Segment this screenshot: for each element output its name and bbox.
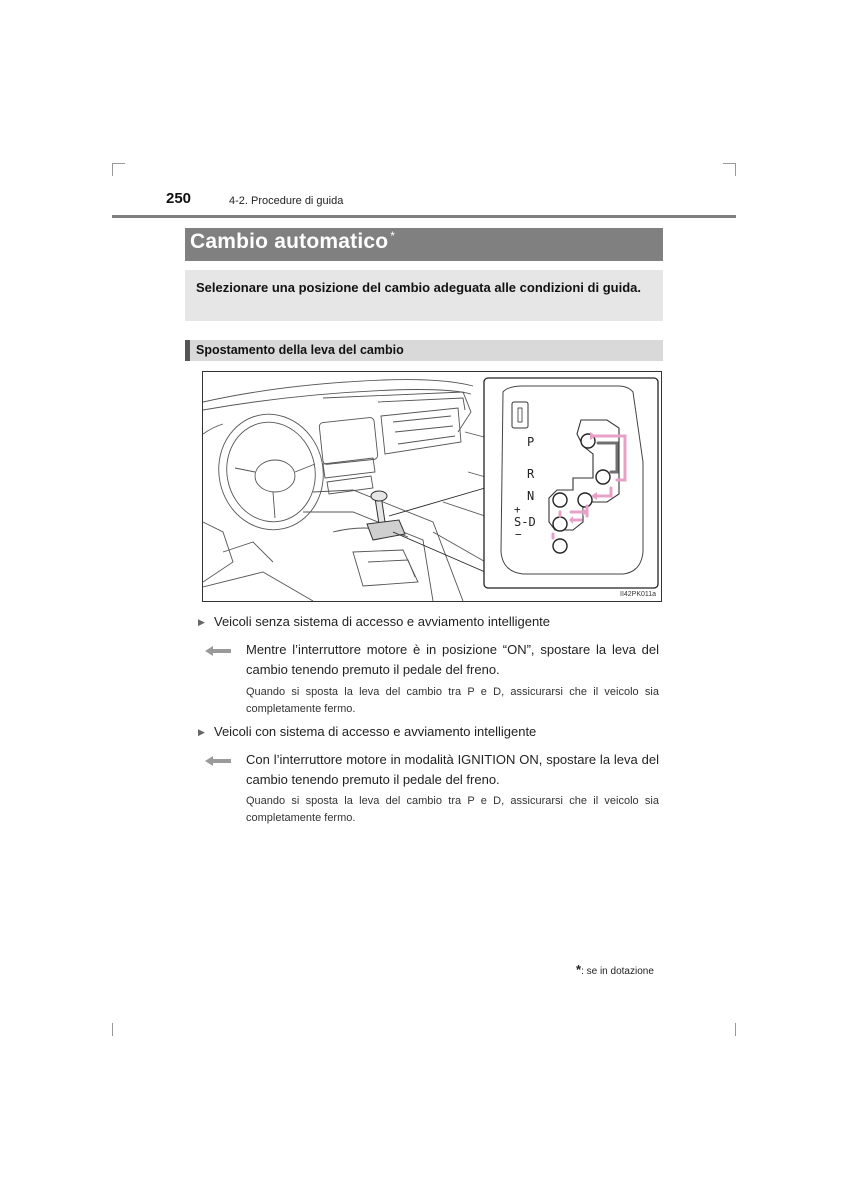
gate-label-p: P	[527, 435, 535, 449]
left-arrow-icon	[205, 645, 231, 657]
footnote-asterisk: *	[576, 962, 582, 977]
intro-text: Selezionare una posizione del cambio adeguata alle condizioni di guida.	[196, 280, 641, 295]
crop-mark-bottom-right-v	[735, 1023, 736, 1036]
gate-label-sd: S-D	[514, 515, 536, 529]
left-arrow-icon	[205, 755, 231, 767]
subsection-title: Spostamento della leva del cambio	[196, 343, 404, 357]
crop-mark-bottom-left-v	[112, 1023, 113, 1036]
gate-label-plus: +	[514, 503, 521, 516]
cup-holder	[353, 550, 418, 586]
crop-mark-top-left-h	[112, 163, 125, 164]
gate-label-n: N	[527, 489, 535, 503]
title-asterisk: *	[390, 229, 396, 243]
item-heading: Veicoli con sistema di accesso e avviamento intelligente	[214, 724, 537, 739]
infotainment-screen	[319, 417, 378, 465]
item-instruction: Mentre l’interruttore motore è in posizione “ON”, spostare la leva del cambio tenendo premuto il pedale del freno.	[246, 642, 659, 677]
subsection-accent	[185, 340, 190, 361]
shift-lever	[367, 491, 405, 540]
gate-label-minus: −	[515, 528, 522, 541]
title-text: Cambio automatico	[190, 230, 389, 253]
item-note: Quando si sposta la leva del cambio tra P e D, assicurarsi che il veicolo sia completamente fermo.	[246, 795, 659, 824]
gate-label-r: R	[527, 467, 535, 481]
bullet-triangle-icon: ▶	[198, 617, 205, 627]
dashboard-illustration	[203, 372, 661, 601]
item-instruction: Con l’interruttore motore in modalità IGNITION ON, spostare la leva del cambio tenendo premuto il pedale del freno.	[246, 752, 659, 787]
section-reference: 4-2. Procedure di guida	[229, 195, 344, 207]
footnote-text: : se in dotazione	[581, 966, 654, 977]
item-note: Quando si sposta la leva del cambio tra P e D, assicurarsi che il veicolo sia completamente fermo.	[246, 686, 659, 715]
figure-code: II42PK011a	[620, 591, 657, 598]
gate-zoom-box	[484, 378, 658, 588]
page-title	[190, 230, 395, 254]
page-number: 250	[166, 190, 192, 207]
shift-lever-figure	[202, 371, 662, 602]
crop-mark-top-right-v	[735, 163, 736, 176]
header-rule	[112, 215, 736, 218]
bullet-triangle-icon: ▶	[198, 727, 205, 737]
item-heading: Veicoli senza sistema di accesso e avviamento intelligente	[214, 614, 551, 629]
footnote	[576, 962, 654, 977]
crop-mark-top-left-v	[112, 163, 113, 176]
